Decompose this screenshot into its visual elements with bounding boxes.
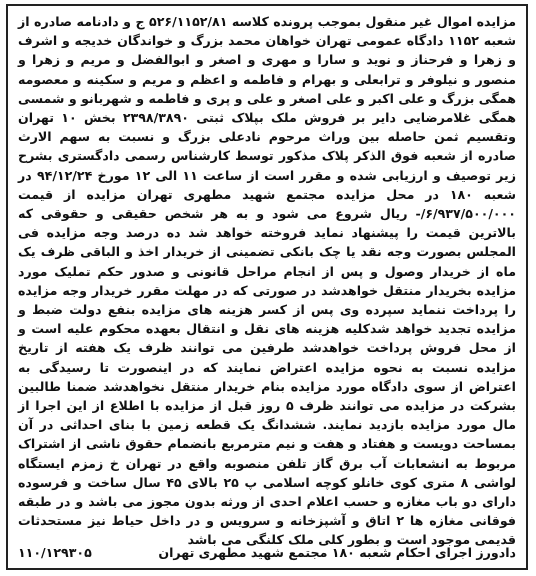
notice-frame — [6, 4, 528, 570]
notice-text: مزایده اموال غیر منقول بموجب پرونده کلاسه ۵۲۶/۱۱۵۲/۸۱ ج و دادنامه صادره از شعبه ۱۱۵۲ دادگاه عمومی تهران خواهان محمد بزرگ و خواندگان خدیجه و اشرف و زهرا و فرحناز و نوید و سارا و مهری و اصغر و ابوالفضل و مریم و زهرا و منصور و نیلوفر و ترابعلی و بهرام و فاطمه و اعظم و مریم و سکینه و معصومه همگی بزرگ و علی اکبر و علی اصغر و علی و پری و فاطمه و شهربانو و شمسی همگی غلامرضایی دایر بر فروش ملک بپلاک ثبتی ۲۳۹۸/۳۸۹۰ بخش ۱۰ تهران وتقسیم ثمن حاصله بین وراث مرحوم نادعلی بزرگ و نسبت به سهم الارث صادره از شعبه فوق الذکر پلاک مذکور توسط کارشناس رسمی دادگستری بشرح زیر توصیف و ارزیابی شده و مقرر است از ساعت ۱۱ الی ۱۲ مورخ ۹۴/۱۲/۲۴ در شعبه ۱۸۰ در محل مزایده مجتمع شهید مطهری تهران مزایده از قیمت ۶/۹۳۷/۵۰۰/۰۰۰/- ریال شروع می شود و به هر شخص حقیقی و حقوقی که بالاترین قیمت را پیشنهاد نماید فروخته خواهد شد ده درصد وجه مزایده فی المجلس بصورت وجه نقد یا چک بانکی تضمینی از خریدار اخذ و الباقی ظرف یک ماه از خریدار وصول و پس از انجام مراحل قانونی و صدور حکم تملیک مورد مزایده بخریدار منتقل خواهدشد در صورتی که در مهلت مقرر خریدار وجه مزایده را پرداخت ننماید سپرده وی پس از کسر هزینه های مزایده بنفع دولت ضبط و مزایده تجدید خواهد شدکلیه هزینه های نقل و انتقال بعهده محکوم علیه است و از محل فروش پرداخت خواهدشد طرفین می توانند ظرف یک هفته از تاریخ مزایده نسبت به نحوه مزایده اعتراض نمایند که در اینصورت تا رسیدگی به اعتراض از سوی دادگاه مورد مزایده بنام خریدار منتقل نخواهدشد ضمنا طالبین بشرکت در مزایده می توانند ظرف ۵ روز قبل از مزایده با اطلاع از این اجرا از مال مورد مزایده بازدید نمایند. ششدانگ یک قطعه زمین با بنای احداثی در آن بمساحت دویست و هفتاد و هفت و نیم مترمربع بانضمام حقوق ناشی از اشتراک مربوط به انشعابات آب برق گاز تلفن منصوبه واقع در تهران خ زمزم ایستگاه لواشی ۸ متری کوی خانلو کوچه اسلامی پ ۲۵ بالای ۴۵ سال ساخت و فرسوده دارای دو باب مغازه و حسب اعلام احدی از ورثه بدون مجوز می باشد و در طبقه فوقانی مغازه ها ۲ اتاق و آشپزخانه و سرویس و در داخل حیاط نیز مستحدثات قدیمی موجود است و بطور کلی ملک کلنگی می باشد — [18, 14, 517, 548]
signature-row — [18, 545, 516, 560]
notice-body — [18, 12, 516, 550]
signature-text: دادورز اجرای احکام شعبه ۱۸۰ مجتمع شهید مطهری تهران — [158, 545, 516, 560]
reference-number: ۱۱۰/۱۲۹۳۰۵ — [18, 545, 92, 560]
